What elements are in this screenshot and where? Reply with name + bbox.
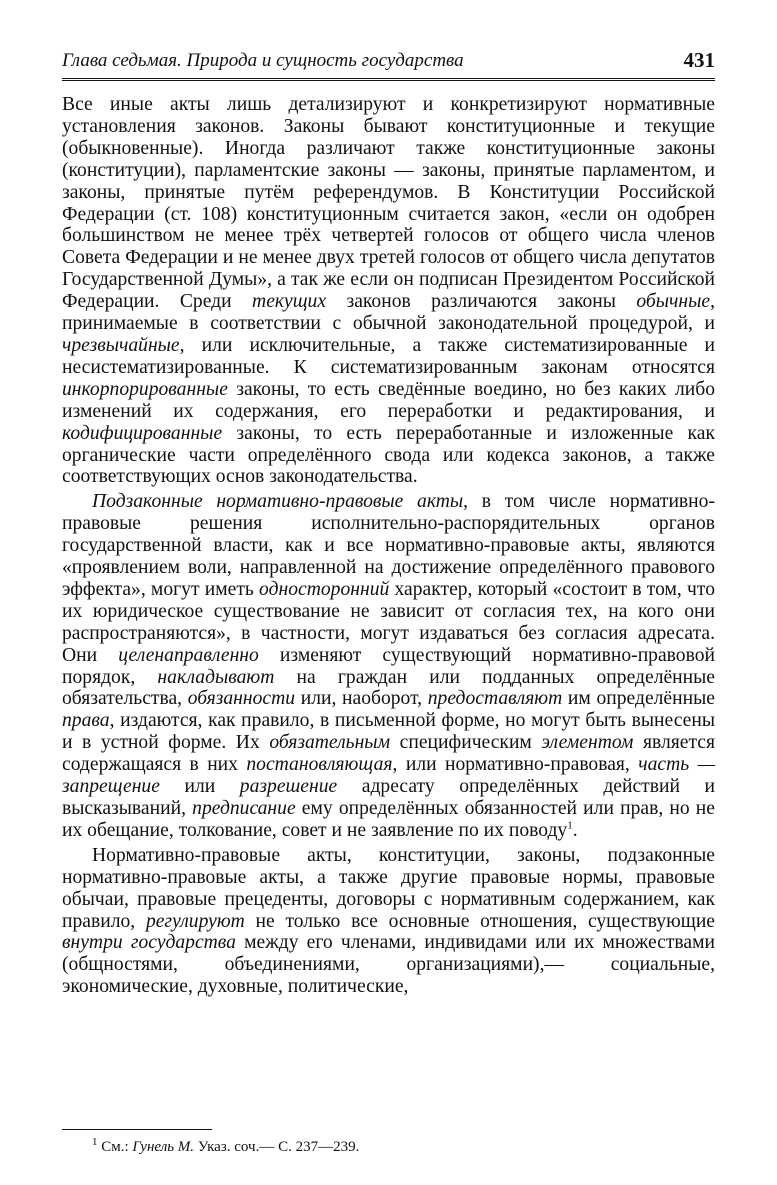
text-run: , или нормативно-правовая, bbox=[392, 754, 639, 776]
emphasis: Подзаконные нормативно-правовые акты bbox=[92, 491, 464, 513]
text-run: характер, который «состоит в том, что их юридическое существование не зависит от согласия тех, на кого они распространяются», в частности, могут издаваться без согласия адресата. Они bbox=[62, 578, 715, 666]
text-run: законов различаются законы bbox=[326, 291, 637, 313]
emphasis: предписание bbox=[192, 798, 296, 819]
emphasis: кодифицированные bbox=[62, 422, 223, 444]
paragraph-2 bbox=[62, 491, 715, 842]
emphasis: разрешение bbox=[239, 776, 338, 798]
emphasis: обязательным bbox=[269, 732, 391, 754]
emphasis: элементом bbox=[541, 732, 634, 754]
emphasis: часть — запрещение bbox=[62, 754, 715, 798]
text-run: , принимаемые в соответствии с обычной законодательной процедурой, и bbox=[62, 291, 715, 335]
paragraph-3 bbox=[62, 845, 715, 998]
footnote-text: См.: bbox=[97, 1139, 133, 1155]
emphasis: чрезвычайные bbox=[62, 334, 180, 356]
footnote bbox=[92, 1136, 360, 1156]
text-run: является содержащаяся в них bbox=[62, 732, 715, 776]
text-run: законы, то есть переработанные и изложенные как органические части определённого свода или кодекса законов, а также соответствующих основ законодательства. bbox=[62, 422, 715, 488]
text-run: им определённые bbox=[562, 688, 715, 710]
paragraph-1 bbox=[62, 94, 715, 488]
footnote-mark: 1 bbox=[92, 1136, 98, 1148]
emphasis: инкорпорированные bbox=[62, 378, 228, 400]
emphasis: постановляющая bbox=[246, 754, 393, 776]
text-run: изменяют существующий нормативно-правовой порядок, bbox=[62, 644, 715, 688]
text-run: Все иные акты лишь детализируют и конкретизируют нормативные установления законов. Законы бывают конституционные и текущие (обыкновенные). Иногда различают также конституционные законы (конституции), парламентские законы — законы, принятые парламентом, и законы, принятые путём референдумов. В Конституции Российской Федерации (ст. 108) конституционным считается закон, «если он одобрен большинством не менее трёх четвертей голосов от общего числа членов Совета Федерации и не менее двух третей голосов от общего числа депутатов Государственной Думы», а так же если он подписан Президентом Российской Федерации. Среди bbox=[62, 94, 715, 313]
page-number: 431 bbox=[683, 48, 715, 72]
footnote-reference: 1 bbox=[567, 819, 573, 832]
footnote-author: Гунель М. bbox=[132, 1139, 195, 1155]
emphasis: права bbox=[62, 710, 110, 732]
emphasis: обязанности bbox=[187, 688, 296, 710]
emphasis: целенаправленно bbox=[118, 644, 259, 666]
emphasis: накладывают bbox=[157, 666, 275, 688]
emphasis: односторонний bbox=[259, 578, 390, 600]
text-run: , в том числе нормативно-правовые решения исполнительно-распорядительных органов государственной власти, как и все нормативно-правовые акты, являются «проявлением воли, направленной на достижение определённого правового эффекта», могут иметь bbox=[62, 491, 715, 600]
text-run: между его членами, индивидами или их множествами (общностями, объединениями, организациями),— социальные, экономические, духовные, политические, bbox=[62, 932, 715, 998]
text-run: Нормативно-правовые акты, конституции, законы, подзаконные нормативно-правовые акты, а также другие правовые нормы, правовые обычаи, правовые прецеденты, договоры с нормативным содержанием, как правило, bbox=[62, 844, 715, 932]
emphasis: регулируют bbox=[145, 910, 245, 932]
text-run: законы, то есть сведённые воедино, но без каких либо изменений их содержания, его переработки и редактирования, и bbox=[62, 378, 715, 422]
text-run: . bbox=[572, 819, 578, 841]
text-run: специфическим bbox=[390, 732, 542, 754]
text-run: или, наоборот, bbox=[295, 688, 428, 710]
text-run: адресату определённых действий и высказываний, bbox=[62, 776, 716, 819]
emphasis: внутри государства bbox=[62, 932, 236, 954]
running-title: Глава седьмая. Природа и сущность государства bbox=[62, 50, 464, 71]
emphasis: предоставляют bbox=[427, 688, 563, 710]
footnote-divider bbox=[62, 1129, 212, 1130]
text-run: или bbox=[159, 776, 240, 798]
running-header bbox=[62, 42, 715, 81]
text-run: , издаются, как правило, в письменной форме, но могут быть вынесены и в устной форме. Их bbox=[62, 710, 715, 754]
text-run: , или исключительные, а также систематизированные и несистематизированные. К систематизированным законам относятся bbox=[62, 334, 715, 378]
text-run: на граждан или подданных определённые обязательства, bbox=[62, 666, 715, 710]
text-run: ему определённых обязанностей или прав, но не их обещание, толкование, совет и не заявление по их поводу bbox=[62, 798, 715, 841]
footnote-text: Указ. соч.— С. 237—239. bbox=[194, 1139, 360, 1155]
text-run: не только все основные отношения, существующие bbox=[244, 910, 716, 932]
emphasis: обычные bbox=[636, 291, 711, 313]
main-text bbox=[62, 94, 715, 998]
emphasis: текущих bbox=[252, 291, 327, 313]
